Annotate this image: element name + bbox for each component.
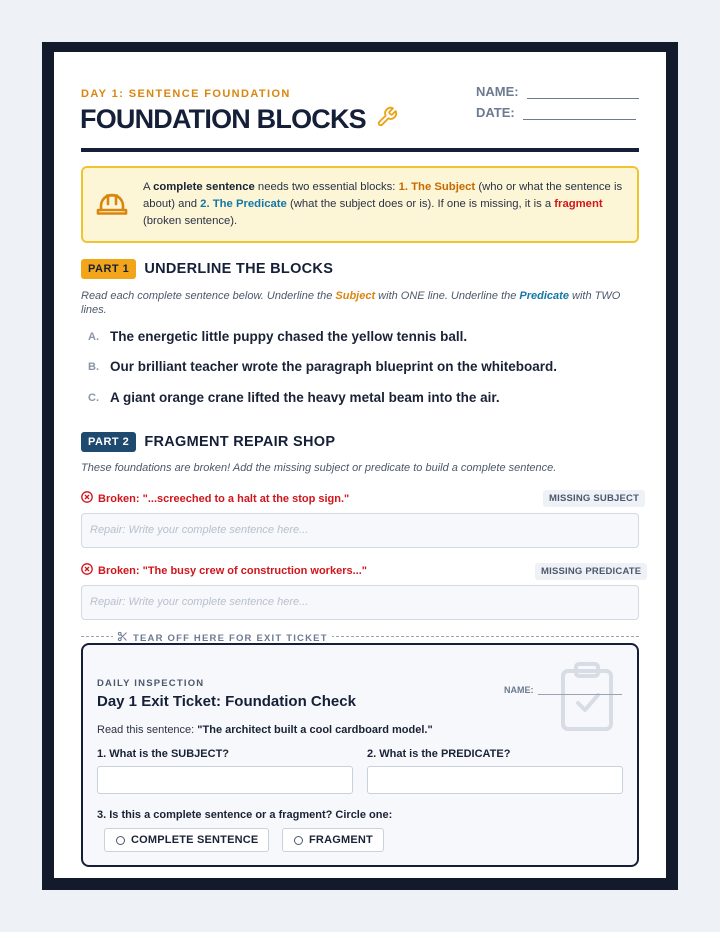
radio-circle-icon <box>116 836 125 845</box>
name-field[interactable] <box>476 84 639 99</box>
ticket-name-field[interactable] <box>504 685 622 695</box>
ticket-name-line[interactable] <box>538 685 622 695</box>
sentence-letter: C. <box>88 391 99 404</box>
clipboard-check-icon <box>557 661 617 738</box>
question-1: 1. What is the SUBJECT? <box>97 748 230 760</box>
subject-answer-box[interactable] <box>97 766 353 794</box>
sentence-a <box>88 329 467 344</box>
part1-title: UNDERLINE THE BLOCKS <box>144 261 334 277</box>
part1-badge: PART 1 <box>81 259 136 279</box>
page-title-text: FOUNDATION BLOCKS <box>80 104 366 134</box>
hard-hat-icon <box>95 188 129 223</box>
part2-header <box>81 432 335 452</box>
date-field[interactable] <box>476 105 636 120</box>
sentence-text: Our brilliant teacher wrote the paragraph blueprint on the whiteboard. <box>110 359 558 374</box>
date-line[interactable] <box>523 106 636 120</box>
part2-badge: PART 2 <box>81 432 136 452</box>
part1-instruction: Read each complete sentence below. Underline the Subject with ONE line. Underline the Predicate with TWO lines. <box>81 290 621 316</box>
tear-line <box>81 633 639 643</box>
broken-text: Broken: "...screeched to a halt at the stop sign." <box>98 492 350 505</box>
exit-ticket <box>81 643 639 867</box>
sentence-text: A giant orange crane lifted the heavy metal beam into the air. <box>110 390 500 405</box>
sentence-letter: A. <box>88 330 99 343</box>
date-label: DATE: <box>476 105 515 120</box>
worksheet-page <box>54 52 666 878</box>
tear-label: TEAR OFF HERE FOR EXIT TICKET <box>113 631 332 645</box>
header-rule <box>81 148 639 152</box>
missing-predicate-tag: MISSING PREDICATE <box>535 563 647 580</box>
definition-callout <box>81 166 639 243</box>
sentence-text: The energetic little puppy chased the yellow tennis ball. <box>110 329 468 344</box>
ticket-name-label: NAME: <box>504 685 534 695</box>
day-kicker: DAY 1: SENTENCE FOUNDATION <box>81 88 291 100</box>
part1-header <box>81 259 333 279</box>
page-frame <box>42 42 678 890</box>
ticket-title: Day 1 Exit Ticket: Foundation Check <box>97 693 356 710</box>
part2-title: FRAGMENT REPAIR SHOP <box>144 434 336 450</box>
page-title <box>80 104 398 135</box>
ticket-kicker: DAILY INSPECTION <box>97 678 205 689</box>
error-x-icon <box>81 491 93 506</box>
broken-item-1 <box>81 491 349 506</box>
option-complete-sentence[interactable]: COMPLETE SENTENCE <box>104 828 269 852</box>
sentence-b <box>88 359 557 374</box>
broken-text: Broken: "The busy crew of construction workers..." <box>98 564 367 577</box>
broken-item-2 <box>81 563 367 578</box>
repair-input-1[interactable]: Repair: Write your complete sentence here... <box>81 513 639 548</box>
error-x-icon <box>81 563 93 578</box>
radio-circle-icon <box>294 836 303 845</box>
missing-subject-tag: MISSING SUBJECT <box>543 490 645 507</box>
option-fragment[interactable]: FRAGMENT <box>282 828 384 852</box>
question-2: 2. What is the PREDICATE? <box>367 748 511 760</box>
definition-text: A complete sentence needs two essential blocks: 1. The Subject (who or what the sentence is about) and 2. The Predicate (what the subject does or is). If one is missing, it is a fragment (broken sentence). <box>143 181 623 227</box>
wrench-icon <box>372 104 398 135</box>
name-line[interactable] <box>527 85 639 99</box>
question-3: 3. Is this a complete sentence or a fragment? Circle one: <box>97 809 393 821</box>
repair-input-2[interactable]: Repair: Write your complete sentence here... <box>81 585 639 620</box>
part2-instruction: These foundations are broken! Add the missing subject or predicate to build a complete sentence. <box>81 462 557 474</box>
name-label: NAME: <box>476 84 519 99</box>
predicate-answer-box[interactable] <box>367 766 623 794</box>
ticket-read-sentence: Read this sentence: "The architect built a cool cardboard model." <box>97 724 433 736</box>
sentence-c <box>88 390 500 405</box>
sentence-letter: B. <box>88 360 99 373</box>
